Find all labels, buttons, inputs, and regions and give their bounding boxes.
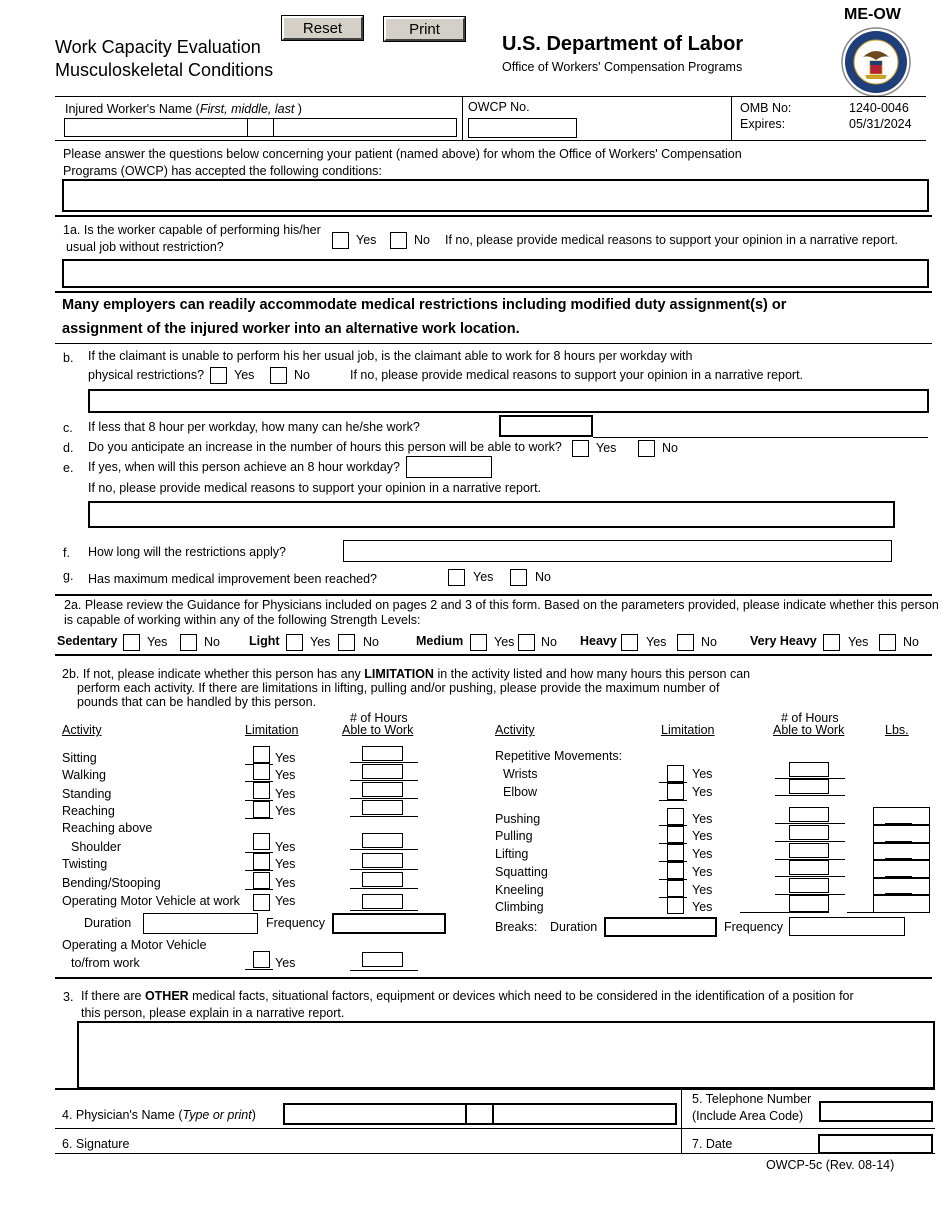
agency-name: U.S. Department of Labor bbox=[502, 33, 744, 55]
rule bbox=[55, 1153, 935, 1154]
rule bbox=[55, 343, 932, 344]
limitation-checkbox[interactable] bbox=[253, 746, 270, 763]
expires-value: 05/31/2024 bbox=[849, 117, 912, 131]
hours-field[interactable] bbox=[789, 807, 829, 822]
activity-reaching-above: Reaching above bbox=[62, 821, 153, 835]
q3-line1: If there are OTHER medical facts, situational factors, equipment or devices which need to be considered in the identification of a position for bbox=[81, 989, 854, 1003]
medium-label: Medium bbox=[416, 634, 464, 648]
intro-line2: Programs (OWCP) has accepted the following conditions: bbox=[63, 164, 382, 178]
light-yes-checkbox[interactable] bbox=[286, 634, 303, 651]
rule bbox=[659, 800, 687, 801]
qe-note: If no, please provide medical reasons to support your opinion in a narrative report. bbox=[88, 481, 542, 495]
rule bbox=[245, 818, 273, 819]
activity-sitting: Sitting bbox=[62, 751, 97, 765]
telephone-label-line2: (Include Area Code) bbox=[692, 1109, 804, 1123]
qc-text: If less that 8 hour per workday, how many can he/she work? bbox=[88, 420, 420, 434]
limitation-yes-label: Yes bbox=[692, 847, 713, 861]
limitation-checkbox[interactable] bbox=[667, 808, 684, 825]
limitation-checkbox[interactable] bbox=[667, 880, 684, 897]
limitation-checkbox[interactable] bbox=[667, 844, 684, 861]
limitation-checkbox[interactable] bbox=[253, 894, 270, 911]
lbs-climbing-field[interactable] bbox=[873, 895, 930, 913]
vehicle-duration-field[interactable] bbox=[143, 913, 258, 934]
qb-narrative-field[interactable] bbox=[88, 389, 929, 413]
limitation-checkbox[interactable] bbox=[667, 862, 684, 879]
limitation-yes-label: Yes bbox=[275, 840, 296, 854]
limitation-yes-label: Yes bbox=[692, 767, 713, 781]
q2b-line2: perform each activity. If there are limitations in lifting, pulling and/or pushing, please provide the maximum number of bbox=[77, 681, 720, 695]
rule bbox=[350, 780, 418, 781]
rule bbox=[885, 858, 912, 859]
light-no-label: No bbox=[363, 635, 379, 649]
hours-header-line2: Able to Work bbox=[342, 723, 414, 737]
form-revision: OWCP-5c (Rev. 08-14) bbox=[766, 1158, 895, 1172]
hours-field[interactable] bbox=[362, 894, 403, 909]
rule bbox=[350, 798, 418, 799]
rule bbox=[55, 977, 932, 979]
activity-vehicle-at-work: Operating Motor Vehicle at work bbox=[62, 894, 240, 908]
medium-yes-checkbox[interactable] bbox=[470, 634, 487, 651]
activity-pulling: Pulling bbox=[495, 829, 533, 843]
qb-letter: b. bbox=[63, 351, 74, 365]
rule bbox=[350, 970, 418, 971]
rule bbox=[775, 823, 845, 824]
limitation-checkbox[interactable] bbox=[667, 826, 684, 843]
rule bbox=[775, 876, 845, 877]
rule bbox=[885, 893, 912, 894]
vehicle-commute-hours-field[interactable] bbox=[362, 952, 403, 967]
physician-last-name-field[interactable] bbox=[492, 1103, 677, 1125]
limitation-checkbox[interactable] bbox=[253, 763, 270, 780]
breaks-duration-field[interactable] bbox=[604, 917, 717, 937]
hours-field[interactable] bbox=[362, 764, 403, 779]
rule bbox=[885, 876, 912, 877]
qe-narrative-field[interactable] bbox=[88, 501, 895, 528]
rule bbox=[245, 870, 273, 871]
accommodation-banner-line1: Many employers can readily accommodate medical restrictions including modified duty assignment(s) or bbox=[62, 297, 787, 313]
q1a-note: If no, please provide medical reasons to support your opinion in a narrative report. bbox=[445, 233, 899, 247]
rule bbox=[55, 1128, 935, 1129]
qe-date-field[interactable] bbox=[406, 456, 492, 478]
rule bbox=[885, 823, 912, 824]
q1a-line1: 1a. Is the worker capable of performing his/her bbox=[63, 223, 321, 237]
qf-duration-field[interactable] bbox=[343, 540, 892, 562]
activity-reaching: Reaching bbox=[62, 804, 115, 818]
omb-label: OMB No: bbox=[740, 101, 792, 115]
q3-line2: this person, please explain in a narrative report. bbox=[81, 1006, 345, 1020]
qc-hours-field[interactable] bbox=[499, 415, 593, 437]
rule bbox=[55, 215, 932, 217]
intro-line1: Please answer the questions below concerning your patient (named above) for whom the Office of Workers' Compensation bbox=[63, 147, 742, 161]
activity-standing: Standing bbox=[62, 787, 112, 801]
accommodation-banner-line2: assignment of the injured worker into an alternative work location. bbox=[62, 321, 520, 337]
hours-field[interactable] bbox=[789, 762, 829, 777]
heavy-yes-checkbox[interactable] bbox=[621, 634, 638, 651]
light-label: Light bbox=[249, 634, 280, 648]
qd-no-label: No bbox=[662, 441, 678, 455]
medium-yes-label: Yes bbox=[494, 635, 515, 649]
rule bbox=[55, 594, 932, 596]
activity-twisting: Twisting bbox=[62, 857, 108, 871]
heavy-label: Heavy bbox=[580, 634, 617, 648]
limitation-checkbox[interactable] bbox=[253, 801, 270, 818]
hours-field[interactable] bbox=[362, 782, 403, 797]
qg-text: Has maximum medical improvement been reached? bbox=[88, 572, 378, 586]
limitation-yes-label: Yes bbox=[275, 751, 296, 765]
q2b-line3: pounds that can be handled by this person. bbox=[77, 695, 317, 709]
qb-note: If no, please provide medical reasons to support your opinion in a narrative report. bbox=[350, 368, 804, 382]
date-label: 7. Date bbox=[692, 1137, 733, 1151]
very-heavy-label: Very Heavy bbox=[750, 634, 817, 648]
qb-no-label: No bbox=[294, 368, 310, 382]
qd-letter: d. bbox=[63, 441, 74, 455]
qd-yes-checkbox[interactable] bbox=[572, 440, 589, 457]
qg-no-checkbox[interactable] bbox=[510, 569, 527, 586]
limitation-yes-label: Yes bbox=[692, 900, 713, 914]
repetitive-movements-label: Repetitive Movements: bbox=[495, 749, 623, 763]
breaks-frequency-label: Frequency bbox=[724, 920, 784, 934]
hours-field[interactable] bbox=[789, 860, 829, 875]
limitation-yes-label: Yes bbox=[275, 876, 296, 890]
qg-letter: g. bbox=[63, 569, 74, 583]
sedentary-label: Sedentary bbox=[57, 634, 118, 648]
lbs-header: Lbs. bbox=[885, 723, 909, 737]
light-no-checkbox[interactable] bbox=[338, 634, 355, 651]
rule bbox=[847, 912, 873, 913]
hours-field[interactable] bbox=[789, 878, 829, 893]
limitation-header: Limitation bbox=[661, 723, 715, 737]
activity-elbow: Elbow bbox=[503, 785, 538, 799]
rule bbox=[350, 816, 418, 817]
qb-yes-checkbox[interactable] bbox=[210, 367, 227, 384]
activity-climbing: Climbing bbox=[495, 900, 544, 914]
qe-letter: e. bbox=[63, 461, 74, 475]
rule bbox=[593, 437, 928, 438]
qd-text: Do you anticipate an increase in the number of hours this person will be able to work? bbox=[88, 440, 562, 454]
worker-middle-name-field[interactable] bbox=[247, 118, 274, 137]
qg-no-label: No bbox=[535, 570, 551, 584]
signature-label: 6. Signature bbox=[62, 1137, 130, 1151]
rule bbox=[55, 654, 932, 656]
qd-yes-label: Yes bbox=[596, 441, 617, 455]
activity-lifting: Lifting bbox=[495, 847, 529, 861]
activity-header: Activity bbox=[495, 723, 535, 737]
rule bbox=[350, 869, 418, 870]
divider bbox=[462, 96, 463, 140]
sedentary-yes-checkbox[interactable] bbox=[123, 634, 140, 651]
worker-first-name-field[interactable] bbox=[64, 118, 248, 137]
q1a-narrative-field[interactable] bbox=[62, 259, 929, 288]
expires-label: Expires: bbox=[740, 117, 786, 131]
activity-pushing: Pushing bbox=[495, 812, 541, 826]
activity-walking: Walking bbox=[62, 768, 106, 782]
telephone-label-line1: 5. Telephone Number bbox=[692, 1092, 812, 1106]
telephone-field[interactable] bbox=[819, 1101, 933, 1122]
medium-no-label: No bbox=[541, 635, 557, 649]
activity-kneeling: Kneeling bbox=[495, 883, 544, 897]
office-name: Office of Workers' Compensation Programs bbox=[502, 60, 743, 74]
hours-field[interactable] bbox=[362, 746, 403, 761]
qb-line2: physical restrictions? bbox=[88, 368, 205, 382]
hours-field[interactable] bbox=[789, 843, 829, 858]
rule bbox=[55, 140, 926, 141]
rule bbox=[885, 841, 912, 842]
breaks-frequency-field[interactable] bbox=[789, 917, 905, 936]
q1a-line2: usual job without restriction? bbox=[66, 240, 224, 254]
hours-field[interactable] bbox=[789, 825, 829, 840]
heavy-no-checkbox[interactable] bbox=[677, 634, 694, 651]
qe-text: If yes, when will this person achieve an 8 hour workday? bbox=[88, 460, 400, 474]
hours-field[interactable] bbox=[362, 853, 403, 868]
breaks-label: Breaks: bbox=[495, 920, 538, 934]
hours-field[interactable] bbox=[789, 895, 829, 912]
physician-middle-name-field[interactable] bbox=[465, 1103, 494, 1125]
rule bbox=[740, 912, 829, 913]
owcp-number-label: OWCP No. bbox=[468, 100, 530, 114]
form-title-line2: Musculoskeletal Conditions bbox=[55, 60, 274, 80]
qg-yes-checkbox[interactable] bbox=[448, 569, 465, 586]
rule bbox=[775, 841, 845, 842]
limitation-checkbox[interactable] bbox=[253, 782, 270, 799]
qf-letter: f. bbox=[63, 546, 70, 560]
limitation-checkbox[interactable] bbox=[667, 765, 684, 782]
activity-shoulder: Shoulder bbox=[71, 840, 122, 854]
rule bbox=[350, 888, 418, 889]
limitation-yes-label: Yes bbox=[692, 829, 713, 843]
very-heavy-no-label: No bbox=[903, 635, 919, 649]
rule bbox=[55, 1088, 935, 1090]
medium-no-checkbox[interactable] bbox=[518, 634, 535, 651]
department-seal-icon bbox=[841, 27, 911, 97]
form-code: ME-OW bbox=[844, 6, 901, 23]
limitation-header: Limitation bbox=[245, 723, 299, 737]
qb-line1: If the claimant is unable to perform his her usual job, is the claimant able to work for 8 hours per workday with bbox=[88, 349, 693, 363]
activity-squatting: Squatting bbox=[495, 865, 548, 879]
limitation-yes-label: Yes bbox=[692, 865, 713, 879]
limitation-yes-label: Yes bbox=[275, 894, 296, 908]
limitation-checkbox[interactable] bbox=[253, 833, 270, 850]
physician-first-name-field[interactable] bbox=[283, 1103, 467, 1125]
limitation-yes-label: Yes bbox=[692, 883, 713, 897]
reset-button[interactable]: Reset bbox=[282, 16, 363, 40]
top-rule bbox=[55, 96, 926, 97]
q3-number: 3. bbox=[63, 990, 74, 1004]
limitation-checkbox[interactable] bbox=[253, 872, 270, 889]
limitation-checkbox[interactable] bbox=[253, 853, 270, 870]
activity-header: Activity bbox=[62, 723, 102, 737]
hours-field[interactable] bbox=[362, 872, 403, 887]
divider bbox=[681, 1090, 682, 1153]
rule bbox=[245, 889, 273, 890]
sedentary-no-label: No bbox=[204, 635, 220, 649]
qb-no-checkbox[interactable] bbox=[270, 367, 287, 384]
rule bbox=[350, 762, 418, 763]
owcp-number-field[interactable] bbox=[468, 118, 577, 138]
hours-field[interactable] bbox=[362, 800, 403, 815]
heavy-yes-label: Yes bbox=[646, 635, 667, 649]
worker-last-name-field[interactable] bbox=[273, 118, 457, 137]
hours-field[interactable] bbox=[362, 833, 403, 848]
q3-narrative-field[interactable] bbox=[77, 1021, 935, 1089]
qd-no-checkbox[interactable] bbox=[638, 440, 655, 457]
rule bbox=[775, 795, 845, 796]
very-heavy-yes-label: Yes bbox=[848, 635, 869, 649]
limitation-yes-label: Yes bbox=[692, 812, 713, 826]
activity-bending: Bending/Stooping bbox=[62, 876, 161, 890]
q2b-line1: 2b. If not, please indicate whether this person has any LIMITATION in the activity listed and how many hours this person can bbox=[62, 667, 751, 681]
worker-name-label: Injured Worker's Name (First, middle, last ) bbox=[65, 102, 302, 116]
q2a-line1: 2a. Please review the Guidance for Physicians included on pages 2 and 3 of this form. Based on the parameters provided, please indicate whether this person bbox=[64, 598, 939, 612]
hours-header-line1: # of Hours bbox=[350, 711, 408, 725]
q1a-no-label: No bbox=[414, 233, 430, 247]
qf-text: How long will the restrictions apply? bbox=[88, 545, 287, 559]
physician-name-label: 4. Physician's Name (Type or print) bbox=[62, 1108, 256, 1122]
q2a-line2: is capable of working within any of the following Strength Levels: bbox=[64, 613, 421, 627]
heavy-no-label: No bbox=[701, 635, 717, 649]
sedentary-no-checkbox[interactable] bbox=[180, 634, 197, 651]
hours-field[interactable] bbox=[789, 779, 829, 794]
rule bbox=[55, 291, 932, 293]
limitation-yes-label: Yes bbox=[275, 787, 296, 801]
limitation-checkbox[interactable] bbox=[667, 897, 684, 914]
vehicle-commute-line2: to/from work bbox=[71, 956, 140, 970]
hours-header-line2: Able to Work bbox=[773, 723, 845, 737]
omb-value: 1240-0046 bbox=[849, 101, 909, 115]
accepted-conditions-field[interactable] bbox=[62, 179, 929, 212]
vehicle-frequency-field[interactable] bbox=[332, 913, 446, 934]
very-heavy-yes-checkbox[interactable] bbox=[823, 634, 840, 651]
limitation-yes-label: Yes bbox=[275, 857, 296, 871]
form-title-line1: Work Capacity Evaluation bbox=[55, 37, 261, 57]
qc-letter: c. bbox=[63, 421, 73, 435]
rule bbox=[245, 969, 273, 970]
qb-yes-label: Yes bbox=[234, 368, 255, 382]
light-yes-label: Yes bbox=[310, 635, 331, 649]
vehicle-duration-label: Duration bbox=[84, 916, 132, 930]
breaks-duration-label: Duration bbox=[550, 920, 598, 934]
q1a-yes-checkbox[interactable] bbox=[332, 232, 349, 249]
limitation-yes-label: Yes bbox=[275, 956, 296, 970]
print-button[interactable]: Print bbox=[384, 17, 465, 41]
limitation-yes-label: Yes bbox=[275, 804, 296, 818]
rule bbox=[350, 910, 418, 911]
activity-wrists: Wrists bbox=[503, 767, 538, 781]
very-heavy-no-checkbox[interactable] bbox=[879, 634, 896, 651]
rule bbox=[350, 849, 418, 850]
vehicle-commute-checkbox[interactable] bbox=[253, 951, 270, 968]
q1a-no-checkbox[interactable] bbox=[390, 232, 407, 249]
limitation-yes-label: Yes bbox=[275, 768, 296, 782]
qg-yes-label: Yes bbox=[473, 570, 494, 584]
limitation-yes-label: Yes bbox=[692, 785, 713, 799]
q1a-yes-label: Yes bbox=[356, 233, 377, 247]
hours-header-line1: # of Hours bbox=[781, 711, 839, 725]
limitation-checkbox[interactable] bbox=[667, 783, 684, 800]
divider bbox=[731, 96, 732, 140]
sedentary-yes-label: Yes bbox=[147, 635, 168, 649]
vehicle-frequency-label: Frequency bbox=[266, 916, 326, 930]
date-field[interactable] bbox=[818, 1134, 933, 1154]
vehicle-commute-line1: Operating a Motor Vehicle bbox=[62, 938, 207, 952]
